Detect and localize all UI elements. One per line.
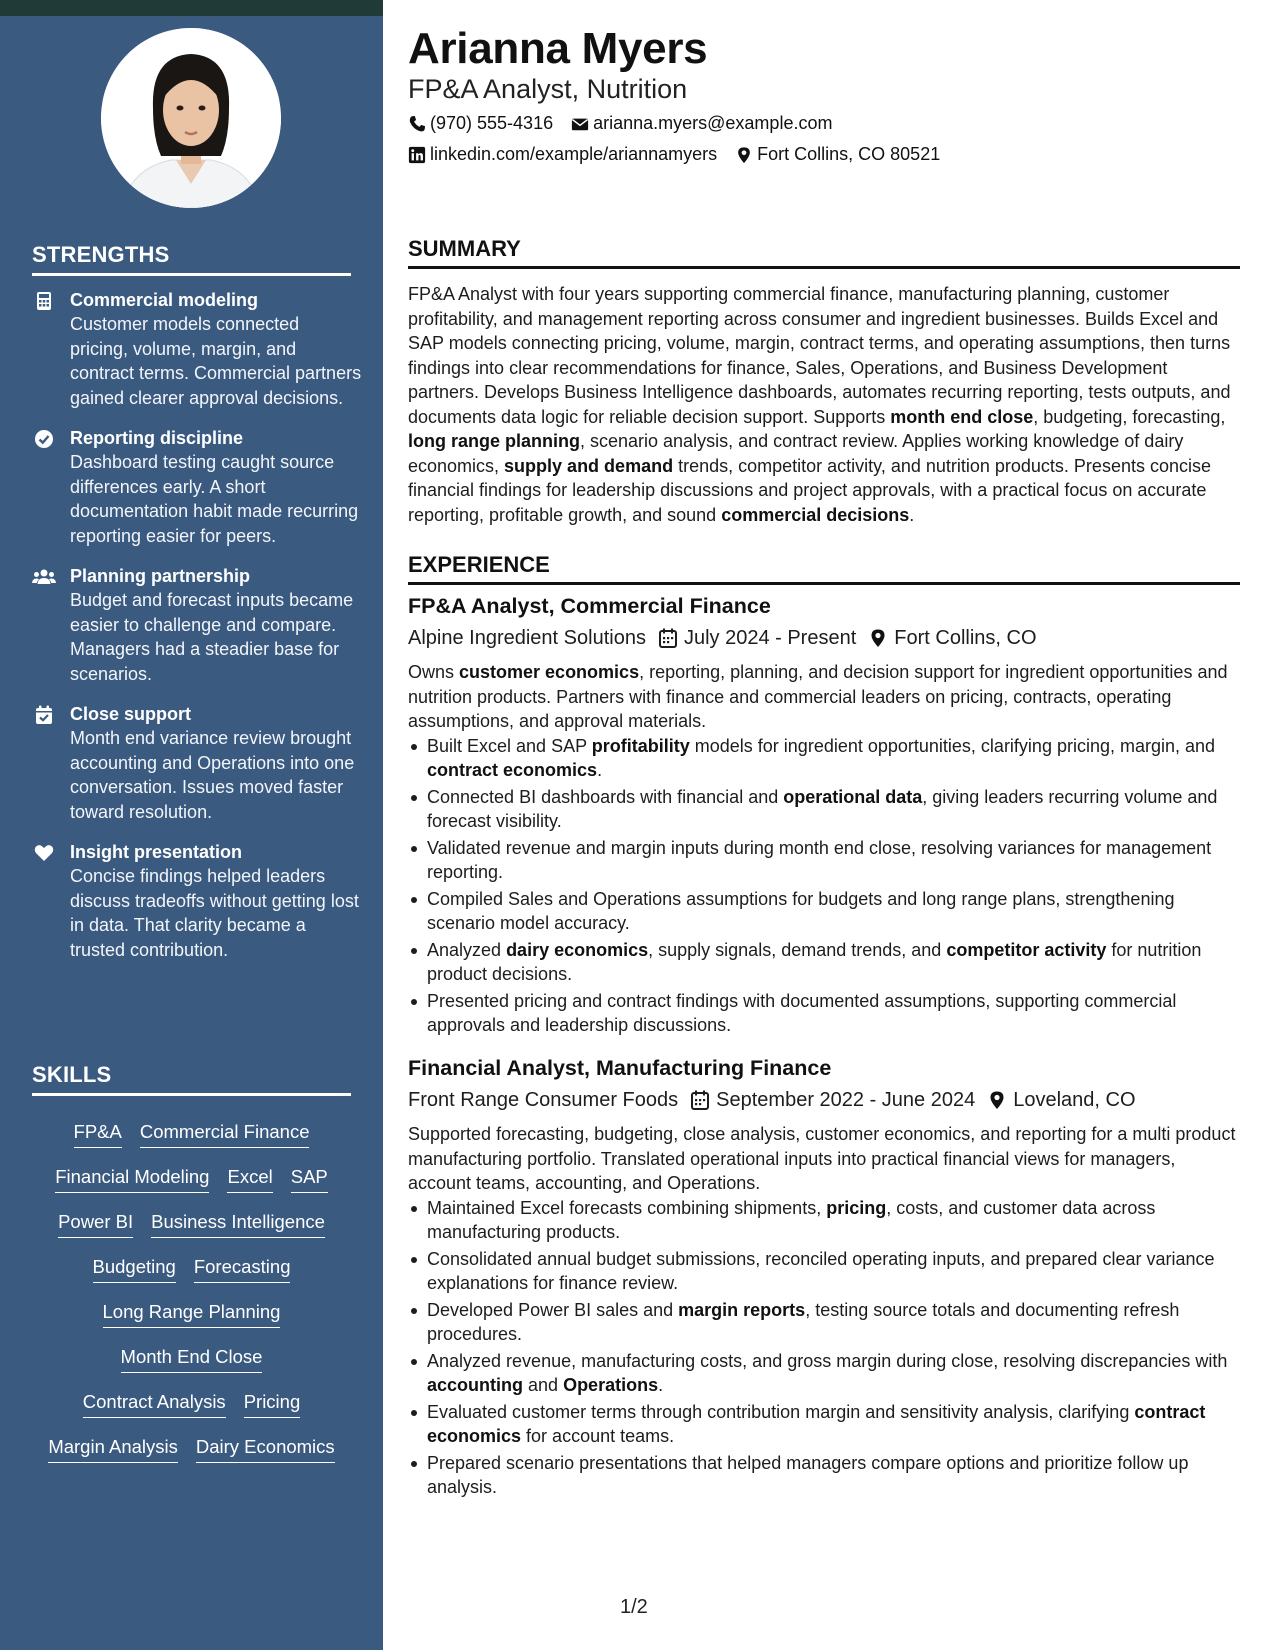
strength-title: Close support [70, 704, 192, 724]
bullet-item [408, 1196, 1240, 1245]
job-location: Fort Collins, CO [894, 626, 1037, 649]
strength-text: Budget and forecast inputs became easier to challenge and compare. Managers had a steadier base for scenarios. [70, 590, 354, 684]
bullet-item [408, 1349, 1240, 1398]
skill-row [32, 1255, 351, 1300]
text-run: Developed Power BI sales and [427, 1299, 679, 1320]
text-run: for account teams. [521, 1426, 675, 1446]
job-title: FP&A Analyst, Commercial Finance [408, 594, 771, 618]
contact-location [735, 144, 940, 165]
emphasis-text: customer economics [459, 662, 640, 682]
skill-row [32, 1435, 351, 1480]
emphasis-text: dairy economics [506, 939, 649, 960]
emphasis-text: accounting [427, 1375, 524, 1395]
bullet-item [408, 1247, 1240, 1296]
skill-row [32, 1390, 351, 1435]
strength-text: Customer models connected pricing, volume, margin, and contract terms. Commercial partners gained clearer approval decisions. [70, 314, 362, 408]
bullet-item [408, 1451, 1240, 1500]
skill-tag: SAP [291, 1165, 328, 1193]
strength-text: Month end variance review brought accounting and Operations into one conversation. Issues moved faster toward resolution. [70, 728, 355, 822]
text-run: , testing source totals and documenting refresh procedures. [427, 1299, 1180, 1344]
text-run: . [658, 1375, 664, 1395]
text-run: Compiled Sales and Operations assumptions for budgets and long range plans, strengthening scenario model accuracy. [427, 888, 1175, 933]
email-text: arianna.myers@example.com [593, 113, 833, 133]
text-run: , costs, and customer data across manufacturing products. [427, 1197, 1156, 1242]
skill-tag: Budgeting [93, 1255, 176, 1283]
job-description [408, 660, 1240, 734]
job-entry [408, 1054, 1240, 1502]
skill-row [32, 1300, 351, 1345]
job-bullets [408, 1196, 1240, 1500]
skill-row [32, 1345, 351, 1390]
text-run: , giving leaders recurring volume and forecast visibility. [427, 786, 1218, 831]
text-run: , reporting, planning, and decision support for ingredient opportunities and nutrition products. Partners with finance and commercial leaders on pricing, contracts, operating assumptions, and approval materials. [408, 662, 1228, 731]
job-meta [408, 1086, 1240, 1114]
job-location: Loveland, CO [1013, 1088, 1136, 1111]
strength-title: Insight presentation [70, 842, 243, 862]
skill-tag: Business Intelligence [151, 1210, 325, 1238]
envelope-icon [571, 115, 589, 133]
job-bullets [408, 734, 1240, 1038]
text-run: for nutrition product decisions. [427, 939, 1202, 984]
contact-row [408, 113, 832, 134]
strengths-list [32, 288, 362, 978]
emphasis-text: Operations [563, 1375, 659, 1395]
calendar-icon [690, 1090, 710, 1110]
skill-row [32, 1165, 351, 1210]
skill-tag: Commercial Finance [140, 1120, 310, 1148]
text-run: trends, competitor activity, and nutrition products. Presents concise financial findings for leadership discussions and project approvals, with a practical focus on accurate reporting, profitable growth, and sound [408, 455, 1211, 525]
bullet-item [408, 887, 1240, 936]
skill-tag: Contract Analysis [83, 1390, 226, 1418]
contact-phone[interactable] [408, 113, 553, 134]
emphasis-text: contract economics [427, 1401, 1206, 1446]
text-run: Presented pricing and contract findings with documented assumptions, supporting commercial approvals and leadership discussions. [427, 990, 1177, 1035]
users-icon [32, 567, 56, 587]
text-run: . [597, 760, 603, 780]
text-run: Analyzed revenue, manufacturing costs, and gross margin during close, resolving discrepancies with [427, 1350, 1228, 1371]
emphasis-text: commercial decisions [721, 504, 910, 525]
skills-heading: SKILLS [32, 1062, 351, 1096]
emphasis-text: operational data [783, 786, 923, 807]
bullet-item [408, 1298, 1240, 1347]
candidate-name: Arianna Myers [408, 24, 708, 73]
skill-tag: Financial Modeling [55, 1165, 209, 1193]
text-run: Maintained Excel forecasts combining shipments, [427, 1197, 827, 1218]
strengths-heading: STRENGTHS [32, 242, 351, 276]
text-run: Validated revenue and margin inputs during month end close, resolving variances for management reporting. [427, 837, 1212, 882]
linkedin-icon [408, 146, 426, 164]
page-number: 1/2 [620, 1596, 648, 1618]
skills-list [32, 1120, 351, 1480]
bullet-item [408, 734, 1240, 783]
linkedin-text: linkedin.com/example/ariannamyers [430, 144, 718, 164]
strength-item [32, 426, 362, 548]
bullet-item [408, 989, 1240, 1038]
profile-photo [101, 28, 281, 208]
text-run: , budgeting, forecasting, [1033, 406, 1226, 427]
text-run: Supported forecasting, budgeting, close analysis, customer economics, and reporting for a multi product manufacturing portfolio. Translated operational inputs into practical financial views for managers, account teams, accounting, and Operations. [408, 1124, 1236, 1193]
sidebar [0, 0, 383, 1650]
strength-title: Commercial modeling [70, 290, 259, 310]
text-run: models for ingredient opportunities, clarifying pricing, margin, and [689, 735, 1216, 756]
map-pin-icon [735, 146, 753, 164]
experience-heading: EXPERIENCE [408, 552, 1240, 585]
strength-text: Dashboard testing caught source differences early. A short documentation habit made recurring reporting easier for peers. [70, 452, 359, 546]
emphasis-text: month end close [890, 406, 1034, 427]
calendar-icon [658, 628, 678, 648]
skill-tag: FP&A [74, 1120, 122, 1148]
skill-tag: Power BI [58, 1210, 133, 1238]
check-circle-icon [34, 429, 54, 449]
emphasis-text: contract economics [427, 760, 598, 780]
skill-tag: Pricing [244, 1390, 301, 1418]
job-description [408, 1122, 1240, 1196]
contact-email[interactable] [571, 113, 832, 134]
bullet-item [408, 938, 1240, 987]
strength-item [32, 702, 362, 824]
text-run: Connected BI dashboards with financial and [427, 786, 784, 807]
strength-item [32, 288, 362, 410]
text-run: FP&A Analyst with four years supporting commercial finance, manufacturing planning, customer profitability, and management reporting across consumer and ingredient businesses. Builds Excel and SAP models connecting pricing, volume, margin, contract terms, and operating assumptions, then turns findings into clear recommendations for finance, Sales, Operations, and Business Development partners. Develops Business Intelligence dashboards, automates recurring reporting, tests outputs, and documents data logic for reliable decision support. Supports [408, 284, 1231, 427]
emphasis-text: supply and demand [504, 455, 674, 476]
skill-row [32, 1120, 351, 1165]
candidate-role: FP&A Analyst, Nutrition [408, 74, 688, 104]
job-dates: July 2024 - Present [683, 626, 857, 649]
location-text: Fort Collins, CO 80521 [757, 144, 941, 164]
skill-row [32, 1210, 351, 1255]
bullet-item [408, 836, 1240, 885]
skill-tag: Month End Close [121, 1345, 263, 1373]
job-entry [408, 592, 1240, 1040]
text-run: Owns [408, 662, 460, 682]
skill-tag: Margin Analysis [48, 1435, 178, 1463]
emphasis-text: pricing [826, 1197, 887, 1218]
contact-row [408, 144, 940, 165]
phone-text: (970) 555-4316 [430, 113, 554, 133]
summary-text [408, 282, 1240, 527]
strength-title: Reporting discipline [70, 428, 244, 448]
skill-tag: Dairy Economics [196, 1435, 335, 1463]
skill-tag: Forecasting [194, 1255, 291, 1283]
text-run: Built Excel and SAP [427, 735, 592, 756]
skill-tag: Long Range Planning [103, 1300, 281, 1328]
calendar-check-icon [34, 705, 54, 725]
calculator-icon [34, 291, 54, 311]
map-pin-icon [987, 1090, 1007, 1110]
emphasis-text: profitability [591, 735, 690, 756]
text-run: Prepared scenario presentations that helped managers compare options and prioritize follow up analysis. [427, 1452, 1189, 1497]
bullet-item [408, 1400, 1240, 1449]
phone-icon [408, 115, 426, 133]
bullet-item [408, 785, 1240, 834]
summary-heading: SUMMARY [408, 236, 1240, 269]
job-title: Financial Analyst, Manufacturing Finance [408, 1056, 832, 1080]
text-run: Consolidated annual budget submissions, reconciled operating inputs, and prepared clear variance explanations for finance review. [427, 1248, 1215, 1293]
job-dates: September 2022 - June 2024 [716, 1088, 976, 1111]
text-run: and [523, 1375, 564, 1395]
emphasis-text: margin reports [678, 1299, 806, 1320]
text-run: , scenario analysis, and contract review. Applies working knowledge of dairy economics, [408, 431, 1184, 476]
strength-item [32, 564, 362, 686]
map-pin-icon [868, 628, 888, 648]
job-company: Alpine Ingredient Solutions [408, 626, 646, 649]
contact-linkedin[interactable] [408, 144, 717, 165]
skill-tag: Excel [227, 1165, 272, 1193]
text-run: , supply signals, demand trends, and [648, 939, 947, 960]
strength-item [32, 840, 362, 962]
text-run: Evaluated customer terms through contribution margin and sensitivity analysis, clarifying [427, 1401, 1135, 1422]
emphasis-text: competitor activity [946, 939, 1107, 960]
job-meta [408, 624, 1240, 652]
text-run: Analyzed [427, 939, 507, 960]
heart-icon [34, 843, 54, 863]
strength-text: Concise findings helped leaders discuss tradeoffs without getting lost in data. That clarity became a trusted contribution. [70, 866, 359, 960]
text-run: . [909, 504, 915, 525]
emphasis-text: long range planning [408, 431, 580, 451]
job-company: Front Range Consumer Foods [408, 1088, 679, 1111]
strength-title: Planning partnership [70, 566, 251, 586]
